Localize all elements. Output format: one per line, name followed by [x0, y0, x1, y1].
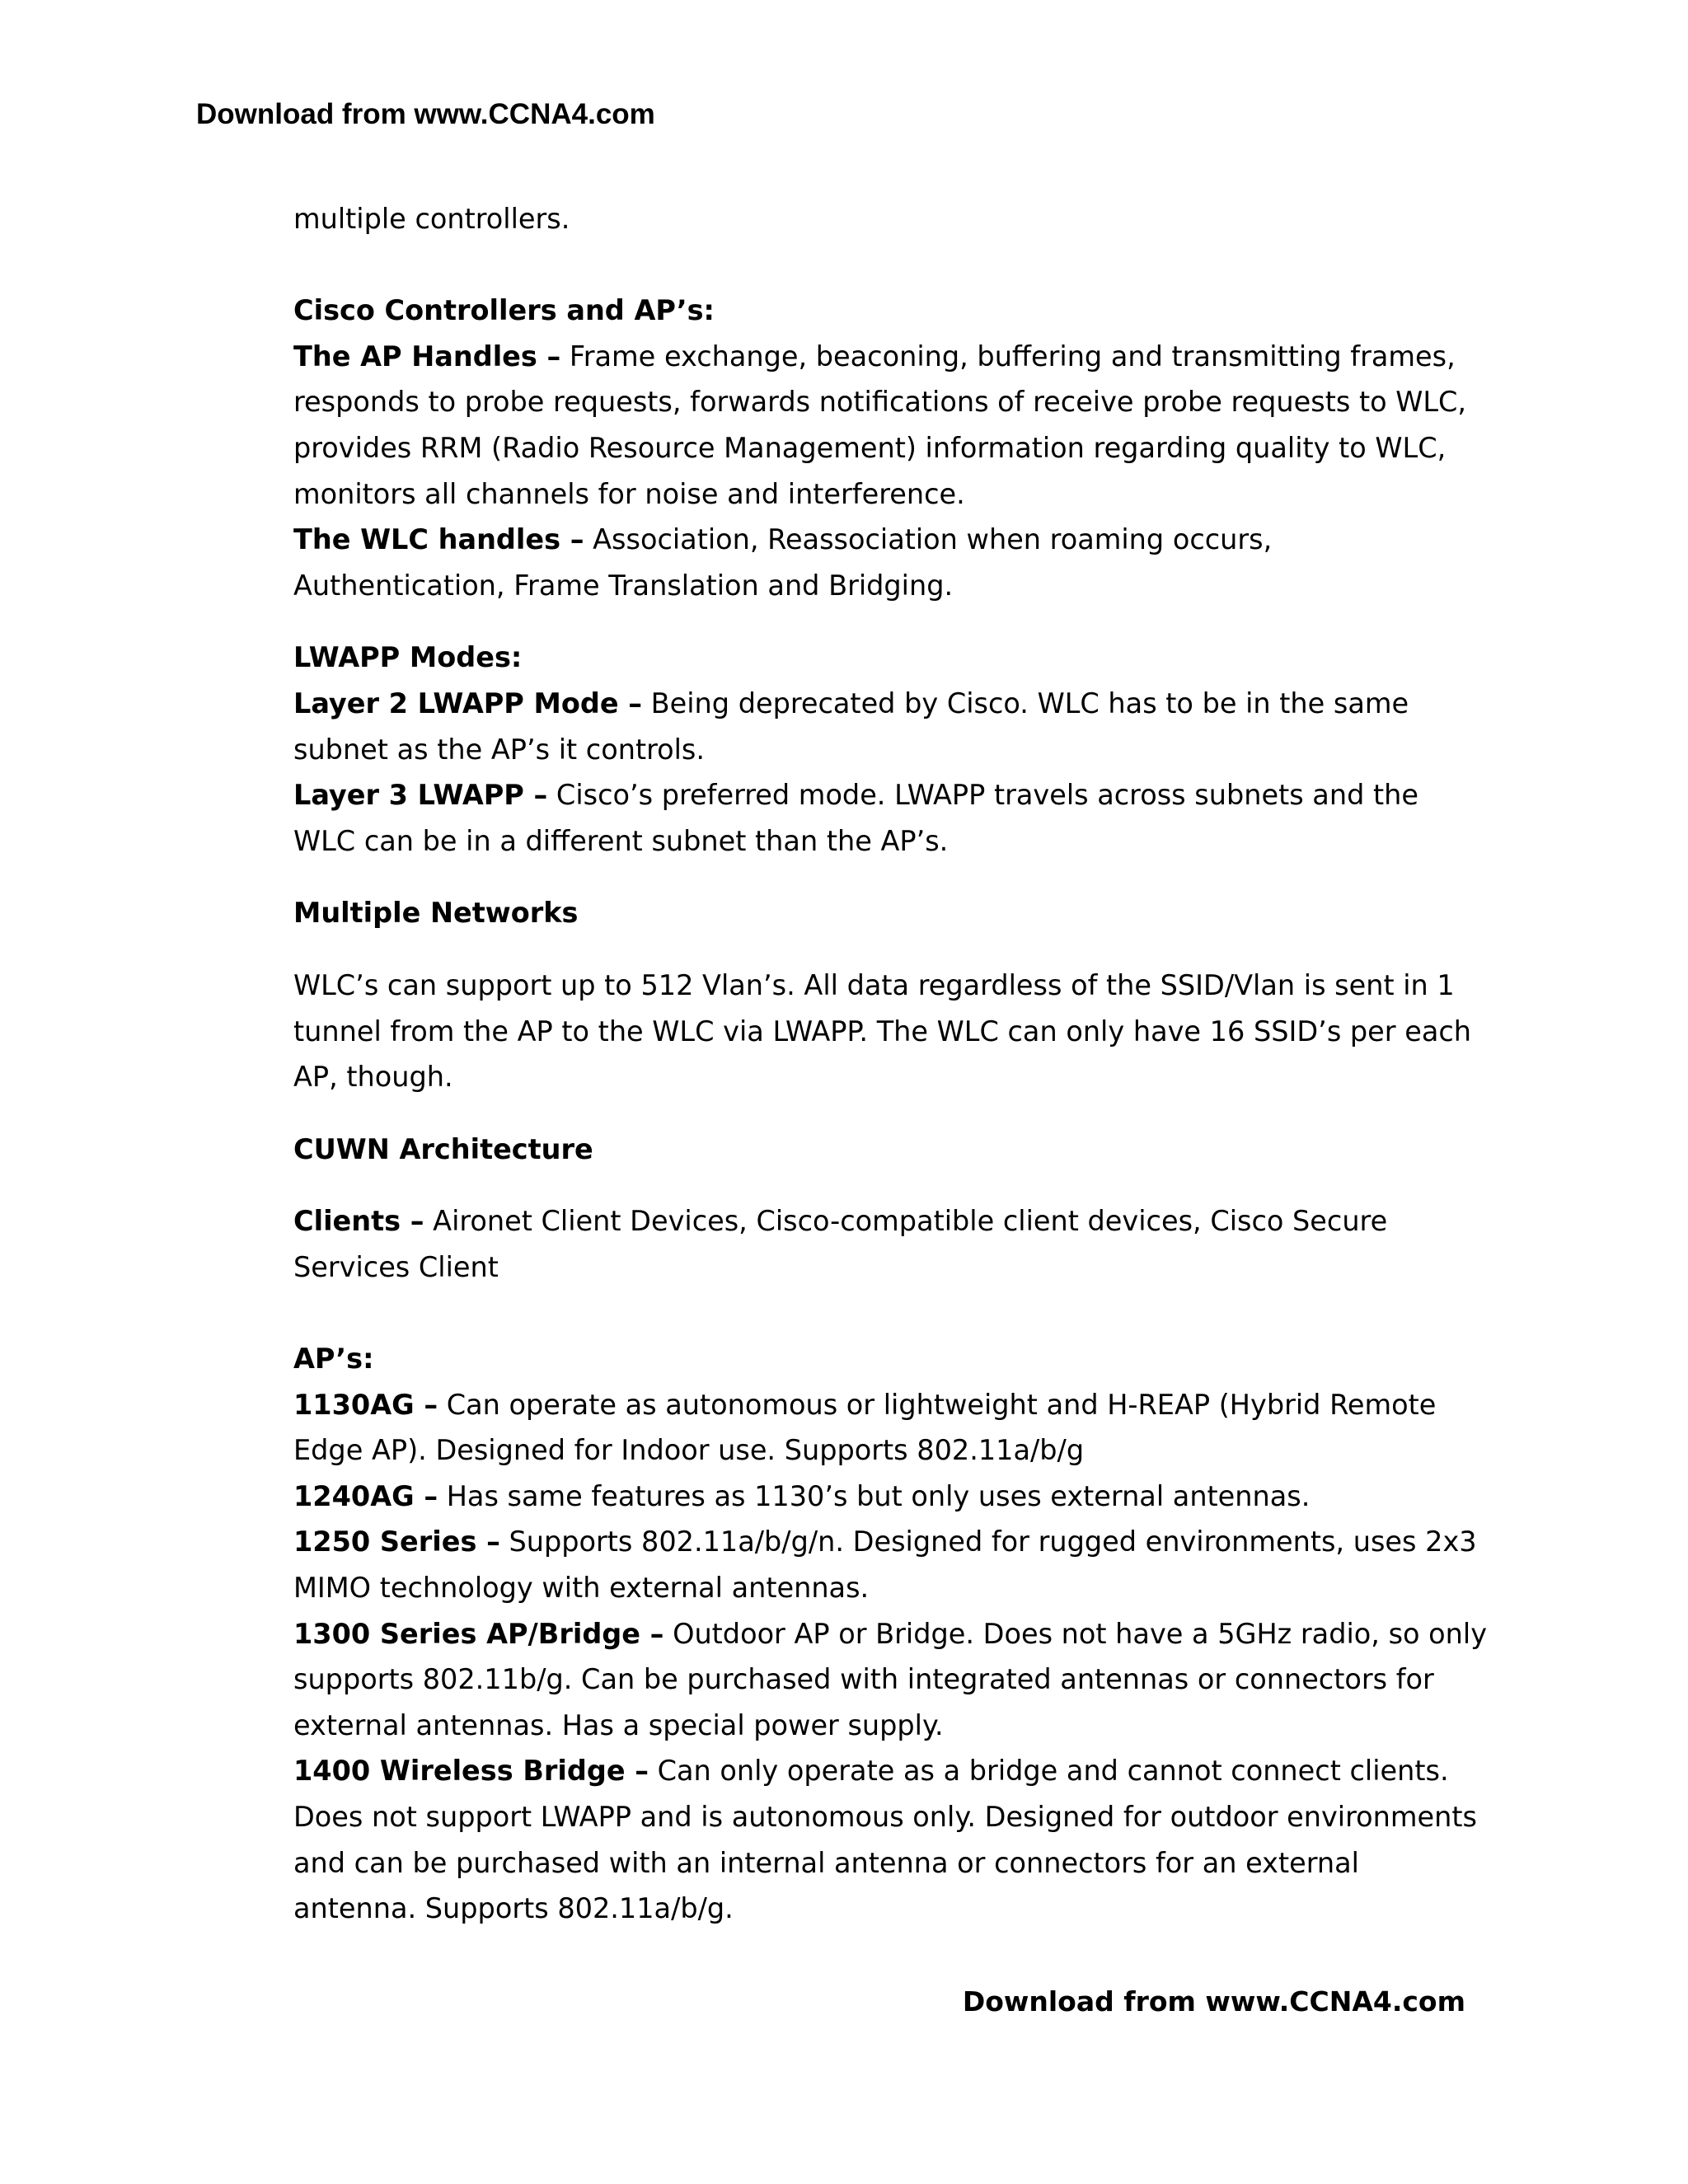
wlc-handles-paragraph — [293, 517, 1489, 608]
layer3-paragraph — [293, 772, 1489, 864]
clients-term: Clients – — [293, 1205, 424, 1238]
ap-item — [293, 1611, 1489, 1749]
ap-item-text: Outdoor AP or Bridge. Does not have a 5GHz radio, so only supports 802.11b/g. Can be purchased with integrated antennas or connectors for external antennas. Has a special power supply. — [293, 1617, 1488, 1741]
section-heading-multiple-networks: Multiple Networks — [293, 897, 579, 930]
wlc-handles-text: Association, Reassociation when roaming occurs, Authentication, Frame Translation and Bridging. — [293, 523, 1273, 602]
ap-item-text: Has same features as 1130’s but only uses external antennas. — [438, 1479, 1311, 1512]
layer2-text: Being deprecated by Cisco. WLC has to be in the same subnet as the AP’s it controls. — [293, 687, 1409, 766]
ap-item-term: 1400 Wireless Bridge – — [293, 1755, 649, 1788]
ap-handles-paragraph — [293, 334, 1489, 517]
spacer — [293, 1100, 1489, 1127]
ap-item-text: Supports 802.11a/b/g/n. Designed for rugged environments, uses 2x3 MIMO technology with external antennas. — [293, 1526, 1477, 1605]
clients-paragraph — [293, 1198, 1489, 1290]
wlc-handles-term: The WLC handles – — [293, 523, 584, 556]
continuation-text: multiple controllers. — [293, 203, 570, 235]
ap-item — [293, 1748, 1489, 1931]
spacer — [293, 864, 1489, 890]
section-heading-cuwn: CUWN Architecture — [293, 1132, 593, 1165]
ap-item-term: 1300 Series AP/Bridge – — [293, 1617, 664, 1650]
ap-item-text: Can operate as autonomous or lightweight and H-REAP (Hybrid Remote Edge AP). Designed for Indoor use. Supports 802.11a/b/g — [293, 1388, 1437, 1467]
page-footer: Download from www.CCNA4.com — [962, 1985, 1465, 2018]
section-heading-cisco-controllers: Cisco Controllers and AP’s: — [293, 294, 715, 327]
ap-item-term: 1250 Series – — [293, 1526, 500, 1558]
page-header: Download from www.CCNA4.com — [196, 98, 655, 130]
ap-handles-term: The AP Handles – — [293, 340, 561, 373]
layer3-term: Layer 3 LWAPP – — [293, 779, 548, 812]
layer2-term: Layer 2 LWAPP Mode – — [293, 687, 642, 719]
spacer — [293, 1290, 1489, 1336]
ap-item-term: 1240AG – — [293, 1479, 438, 1512]
clients-text: Aironet Client Devices, Cisco-compatible client devices, Cisco Secure Services Client — [293, 1205, 1388, 1283]
spacer — [293, 1172, 1489, 1198]
spacer — [293, 242, 1489, 288]
multiple-networks-paragraph: WLC’s can support up to 512 Vlan’s. All data regardless of the SSID/Vlan is sent in 1 tunnel from the AP to the WLC via LWAPP. The WLC can only have 16 SSID’s per each AP, though. — [293, 968, 1472, 1094]
spacer — [293, 936, 1489, 963]
layer2-paragraph — [293, 681, 1489, 772]
ap-item — [293, 1382, 1489, 1474]
ap-handles-text: Frame exchange, beaconing, buffering and transmitting frames, responds to probe requests, forwards notifications of receive probe requests to WLC, provides RRM (Radio Resource Management) information regarding quality to WLC, monitors all channels for noise and interference. — [293, 340, 1467, 510]
ap-item-term: 1130AG – — [293, 1388, 438, 1421]
section-heading-lwapp-modes: LWAPP Modes: — [293, 641, 523, 674]
spacer — [293, 608, 1489, 635]
layer3-text: Cisco’s preferred mode. LWAPP travels across subnets and the WLC can be in a different subnet than the AP’s. — [293, 779, 1418, 857]
ap-item-text: Can only operate as a bridge and cannot connect clients. Does not support LWAPP and is autonomous only. Designed for outdoor environments and can be purchased with an internal antenna or connectors for an external antenna. Supports 802.11a/b/g. — [293, 1755, 1477, 1925]
ap-item — [293, 1474, 1489, 1520]
document-body — [293, 196, 1489, 1932]
ap-item — [293, 1519, 1489, 1610]
section-heading-aps: AP’s: — [293, 1343, 374, 1376]
